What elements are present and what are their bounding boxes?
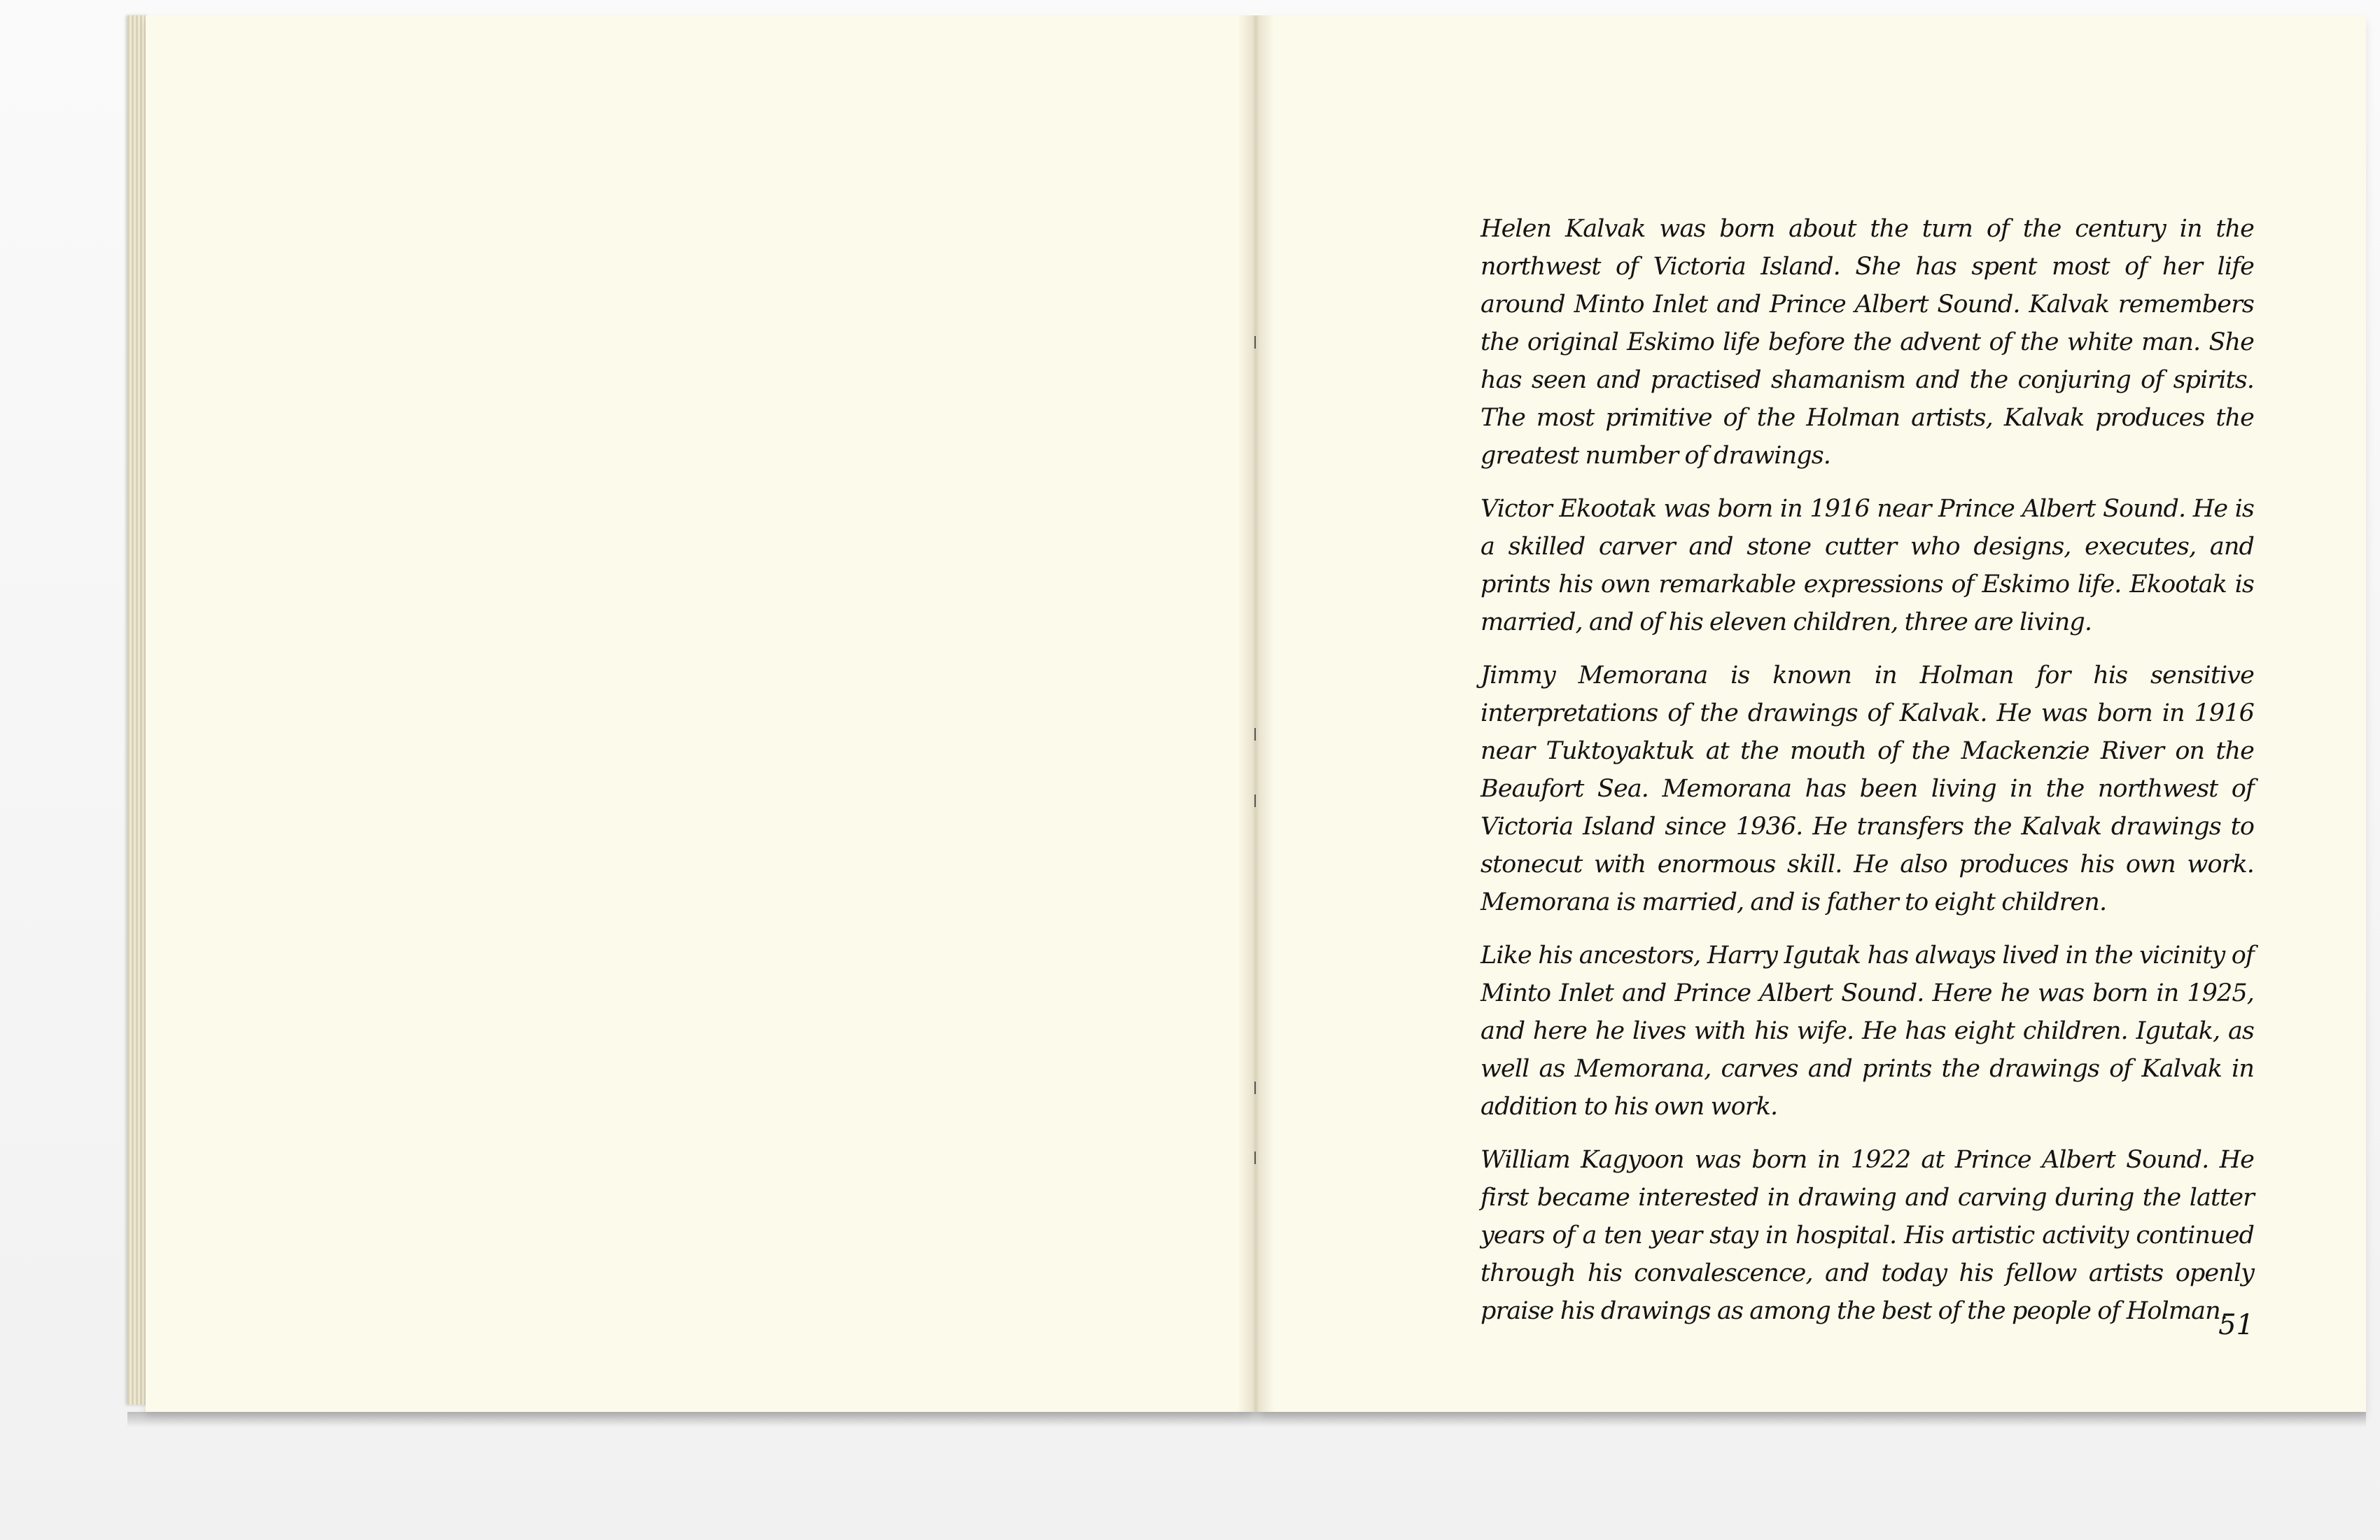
stitch-mark	[1254, 336, 1256, 349]
paragraph-harry-igutak: Like his ancestors, Harry Igutak has always lived in the vicinity of Minto Inlet and Prince Albert Sound. Here he was born in 1925, and here he lives with his wife. He has eight children. Igutak, as well as Memorana, carves and prints the drawings of Kalvak in addition to his own work.	[1480, 941, 2254, 1121]
stitch-marks	[1253, 0, 1260, 1540]
book-bottom-shadow	[127, 1412, 2366, 1427]
biography-text-block	[1480, 210, 2254, 1345]
stitch-mark	[1254, 728, 1256, 741]
paragraph-helen-kalvak: Helen Kalvak was born about the turn of the century in the northwest of Victoria Island. She has spent most of her life around Minto Inlet and Prince Albert Sound. Kalvak remembers the original Eskimo life before the advent of the white man. She has seen and practised shamanism and the conjuring of spirits. The most primitive of the Holman artists, Kalvak produces the greatest number of drawings.	[1480, 215, 2254, 470]
paragraph-victor-ekootak: Victor Ekootak was born in 1916 near Prince Albert Sound. He is a skilled carver and stone cutter who designs, executes, and prints his own remarkable expressions of Eskimo life. Ekootak is married, and of his eleven children, three are living.	[1480, 495, 2254, 636]
stitch-mark	[1254, 1152, 1256, 1164]
paragraph-jimmy-memorana: Jimmy Memorana is known in Holman for his sensitive interpretations of the drawings of Kalvak. He was born in 1916 near Tuktoyaktuk at the mouth of the Mackenzie River on the Beaufort Sea. Memorana has been living in the northwest of Victoria Island since 1936. He transfers the Kalvak drawings to stonecut with enormous skill. He also produces his own work. Memorana is married, and is father to eight children.	[1480, 662, 2254, 916]
left-page	[146, 15, 1252, 1412]
paragraph-william-kagyoon: William Kagyoon was born in 1922 at Prince Albert Sound. He first became interested in drawing and carving during the latter years of a ten year stay in hospital. His artistic activity continued through his convalescence, and today his fellow artists openly praise his drawings as among the best of the people of Holman.	[1480, 1146, 2254, 1325]
page-number: 51	[2218, 1309, 2254, 1341]
stitch-mark	[1254, 1082, 1256, 1094]
stitch-mark	[1254, 794, 1256, 807]
